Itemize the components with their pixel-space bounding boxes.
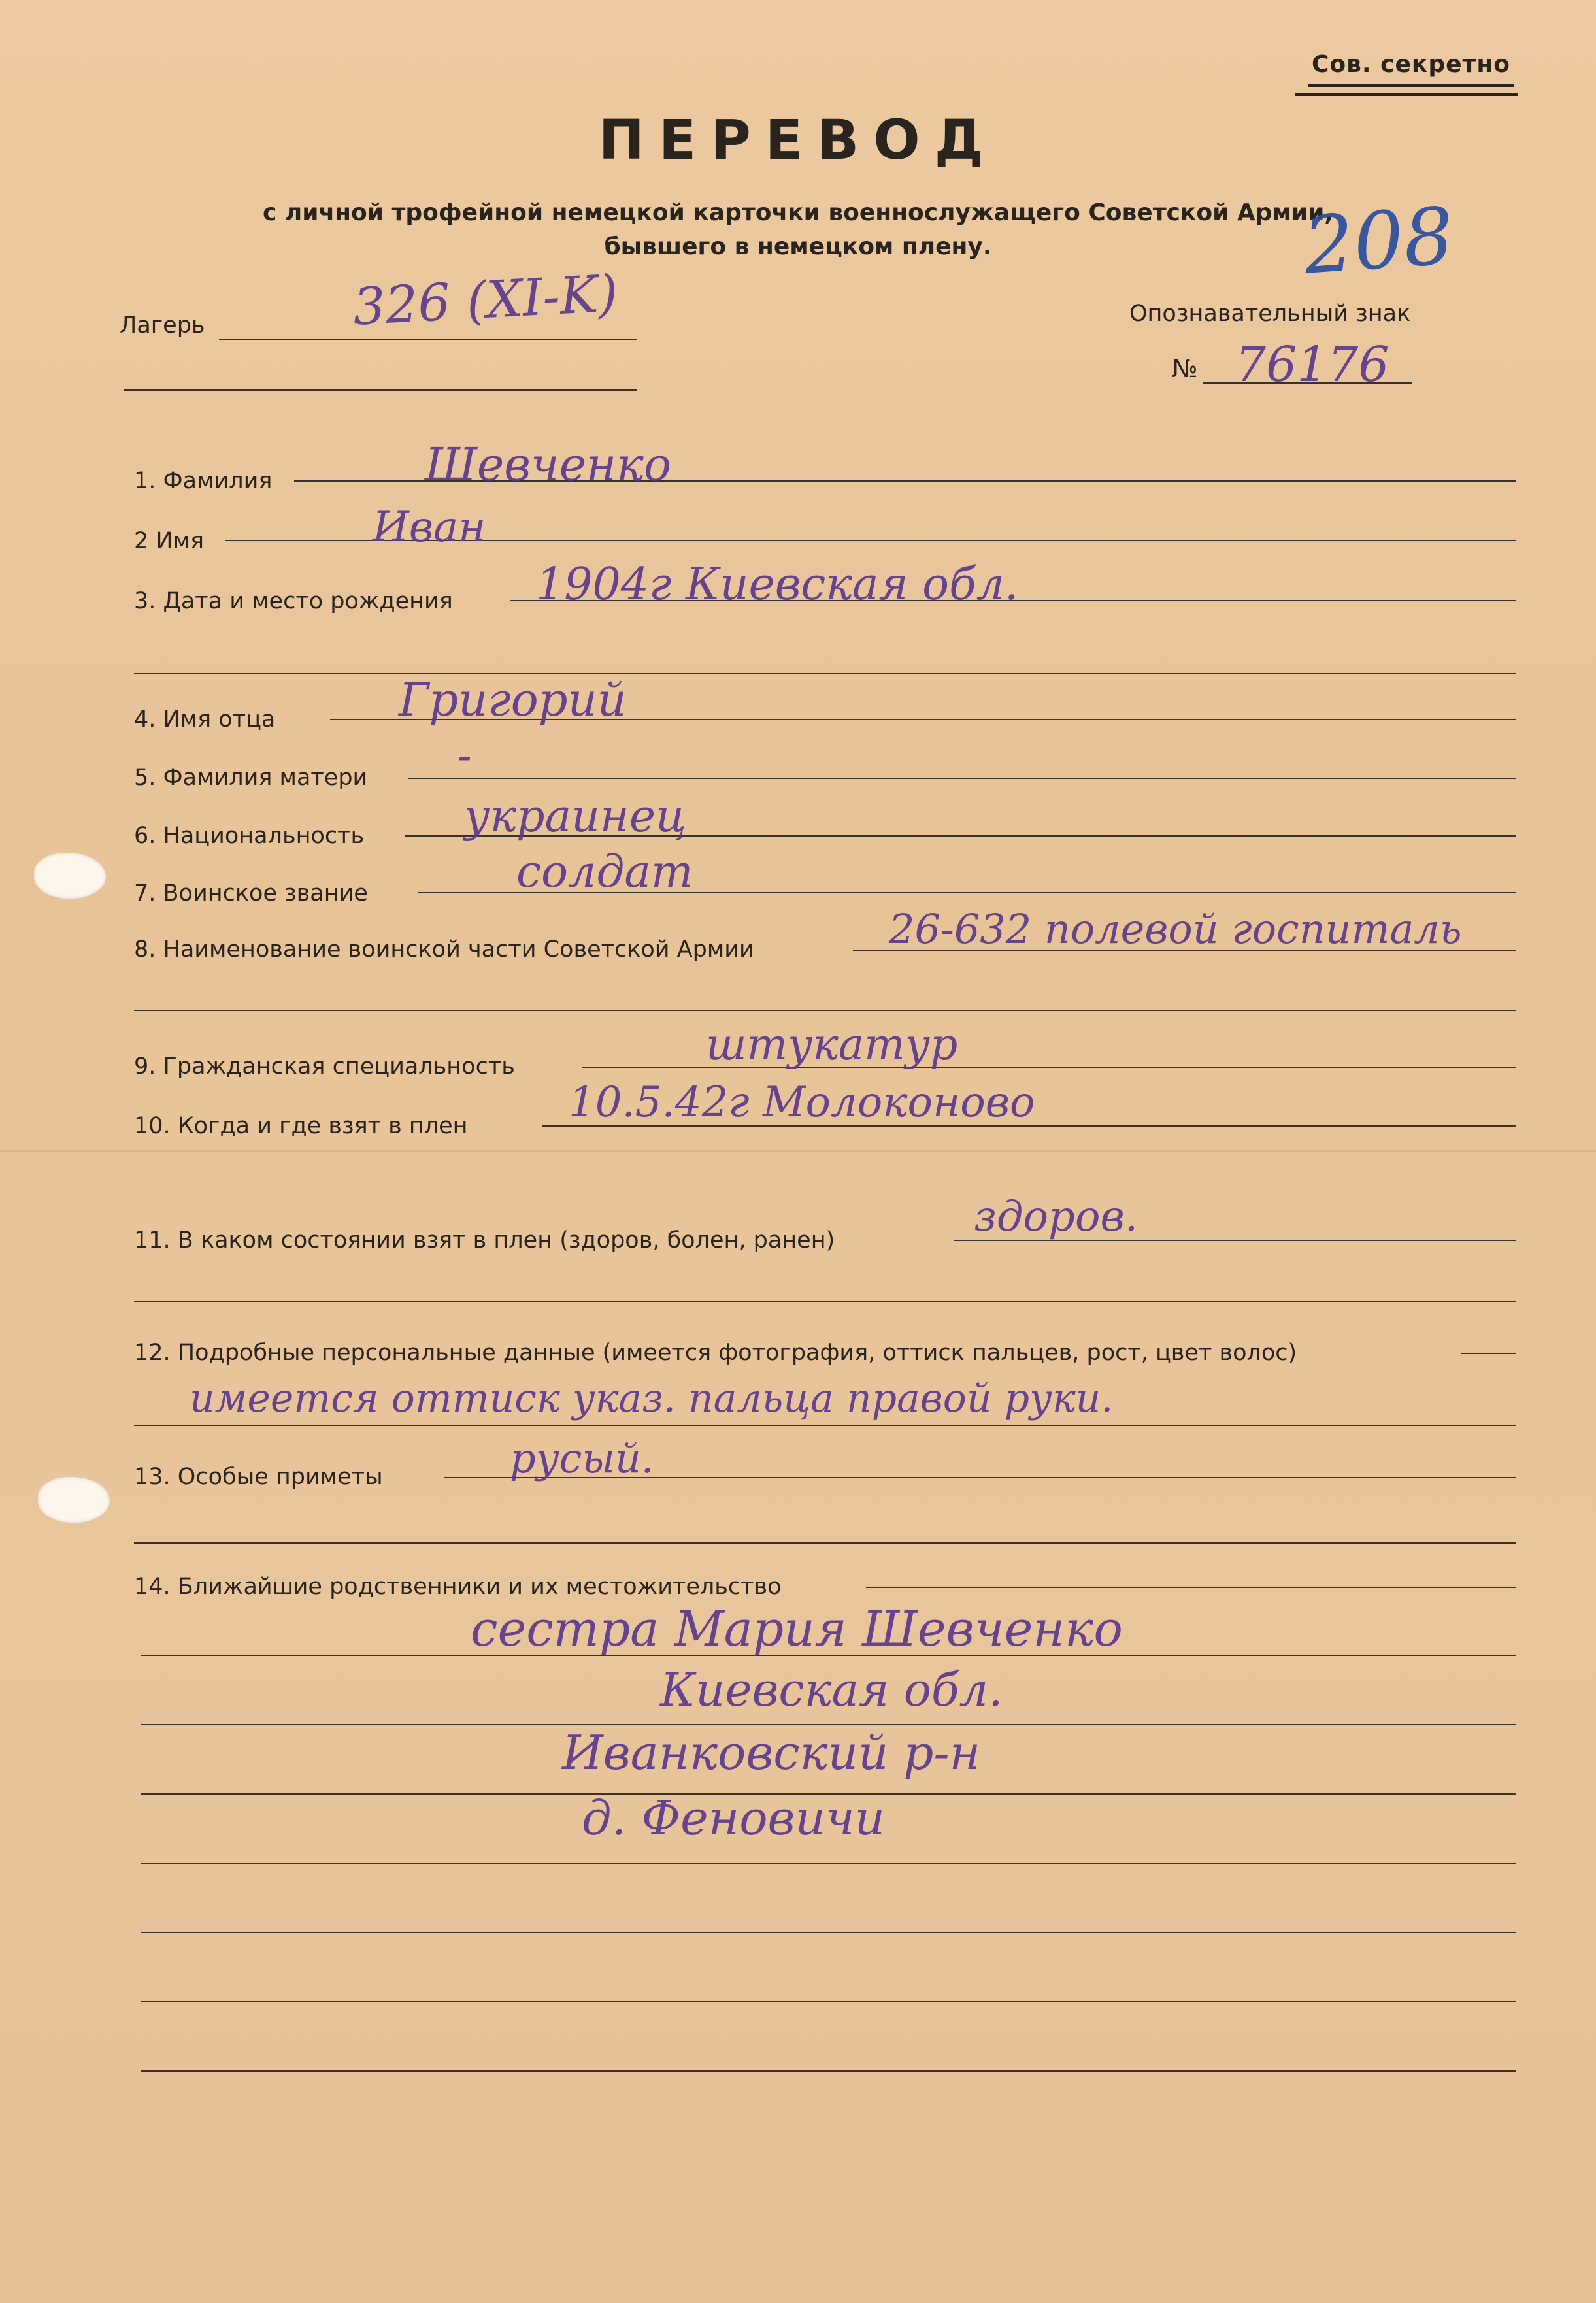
field-label-condition: 11. В каком состоянии взят в плен (здоров, болен, ранен) [134, 1227, 835, 1253]
field-label-surname: 1. Фамилия [134, 468, 273, 494]
camp-line-2 [124, 389, 637, 391]
camp-line [219, 339, 637, 340]
relatives-value-line: Иванковский р-н [562, 1725, 981, 1780]
relatives-line [141, 1863, 1516, 1864]
field-label-personal-data: 12. Подробные персональные данные (имеется фотография, оттиск пальцев, рост, цвет волос) [134, 1340, 1297, 1366]
id-tag-no-label: № [1172, 354, 1198, 383]
field-label-rank: 7. Воинское звание [134, 880, 368, 906]
field-line [1461, 1353, 1516, 1354]
field-line-extra [134, 1542, 1516, 1544]
field-value-surname: Шевченко [425, 438, 672, 491]
field-line-extra [134, 673, 1516, 674]
field-value-profession: штукатур [706, 1019, 958, 1070]
field-label-mother: 5. Фамилия матери [134, 765, 368, 791]
field-label-father: 4. Имя отца [134, 706, 276, 733]
punch-hole [34, 853, 106, 899]
id-tag-value: 76176 [1235, 337, 1389, 393]
classification-stamp: Сов. секретно [1308, 51, 1514, 87]
annotation-number: 208 [1301, 191, 1457, 292]
punch-hole [38, 1477, 110, 1523]
id-tag-label: Опознавательный знак [1129, 301, 1411, 327]
field-line [408, 778, 1516, 779]
subtitle-line: с личной трофейной немецкой карточки военнослужащего Советской Армии, [262, 199, 1334, 226]
relatives-line [141, 2070, 1516, 2072]
field-label-features: 13. Особые приметы [134, 1464, 383, 1490]
field-label-captured: 10. Когда и где взят в плен [134, 1113, 468, 1139]
field-label-nationality: 6. Национальность [134, 823, 365, 849]
field-line-extra [134, 1425, 1516, 1426]
paper-fold [0, 1150, 1596, 1152]
field-line-extra [134, 1010, 1516, 1011]
relatives-value-line: сестра Мария Шевченко [471, 1601, 1123, 1657]
camp-label: Лагерь [120, 312, 205, 339]
camp-value: 326 (XI-K) [351, 264, 620, 337]
relatives-value-line: д. Феновичи [582, 1791, 885, 1846]
relatives-line [141, 2001, 1516, 2002]
document-title: ПЕРЕВОД [598, 108, 998, 172]
field-line-extra [134, 1301, 1516, 1302]
relatives-line [141, 1932, 1516, 1933]
field-label-unit: 8. Наименование воинской части Советской Армии [134, 936, 754, 963]
field-value-captured: 10.5.42г Молоконово [569, 1078, 1035, 1127]
field-label-relatives: 14. Ближайшие родственники и их местожительство [134, 1574, 782, 1600]
field-label-profession: 9. Гражданская специальность [134, 1053, 515, 1080]
field-value-name: Иван [373, 503, 486, 552]
field-label-name: 2 Имя [134, 528, 205, 554]
relatives-value-line: Киевская обл. [660, 1663, 1003, 1717]
field-value-birth: 1904г Киевская обл. [536, 559, 1019, 610]
field-value-nationality: украинец [464, 791, 687, 842]
field-value-rank: солдат [516, 846, 693, 898]
field-value-personal-data: имеется оттиск указ. пальца правой руки. [190, 1376, 1114, 1421]
field-value-father: Григорий [399, 673, 627, 727]
subtitle-line: бывшего в немецком плену. [604, 233, 992, 260]
field-value-condition: здоров. [974, 1193, 1139, 1241]
field-line [866, 1587, 1516, 1588]
field-value-mother: - [457, 732, 472, 780]
field-value-features: русый. [510, 1434, 654, 1482]
field-value-unit: 26-632 полевой госпиталь [889, 905, 1462, 953]
field-label-birth: 3. Дата и место рождения [134, 588, 453, 614]
